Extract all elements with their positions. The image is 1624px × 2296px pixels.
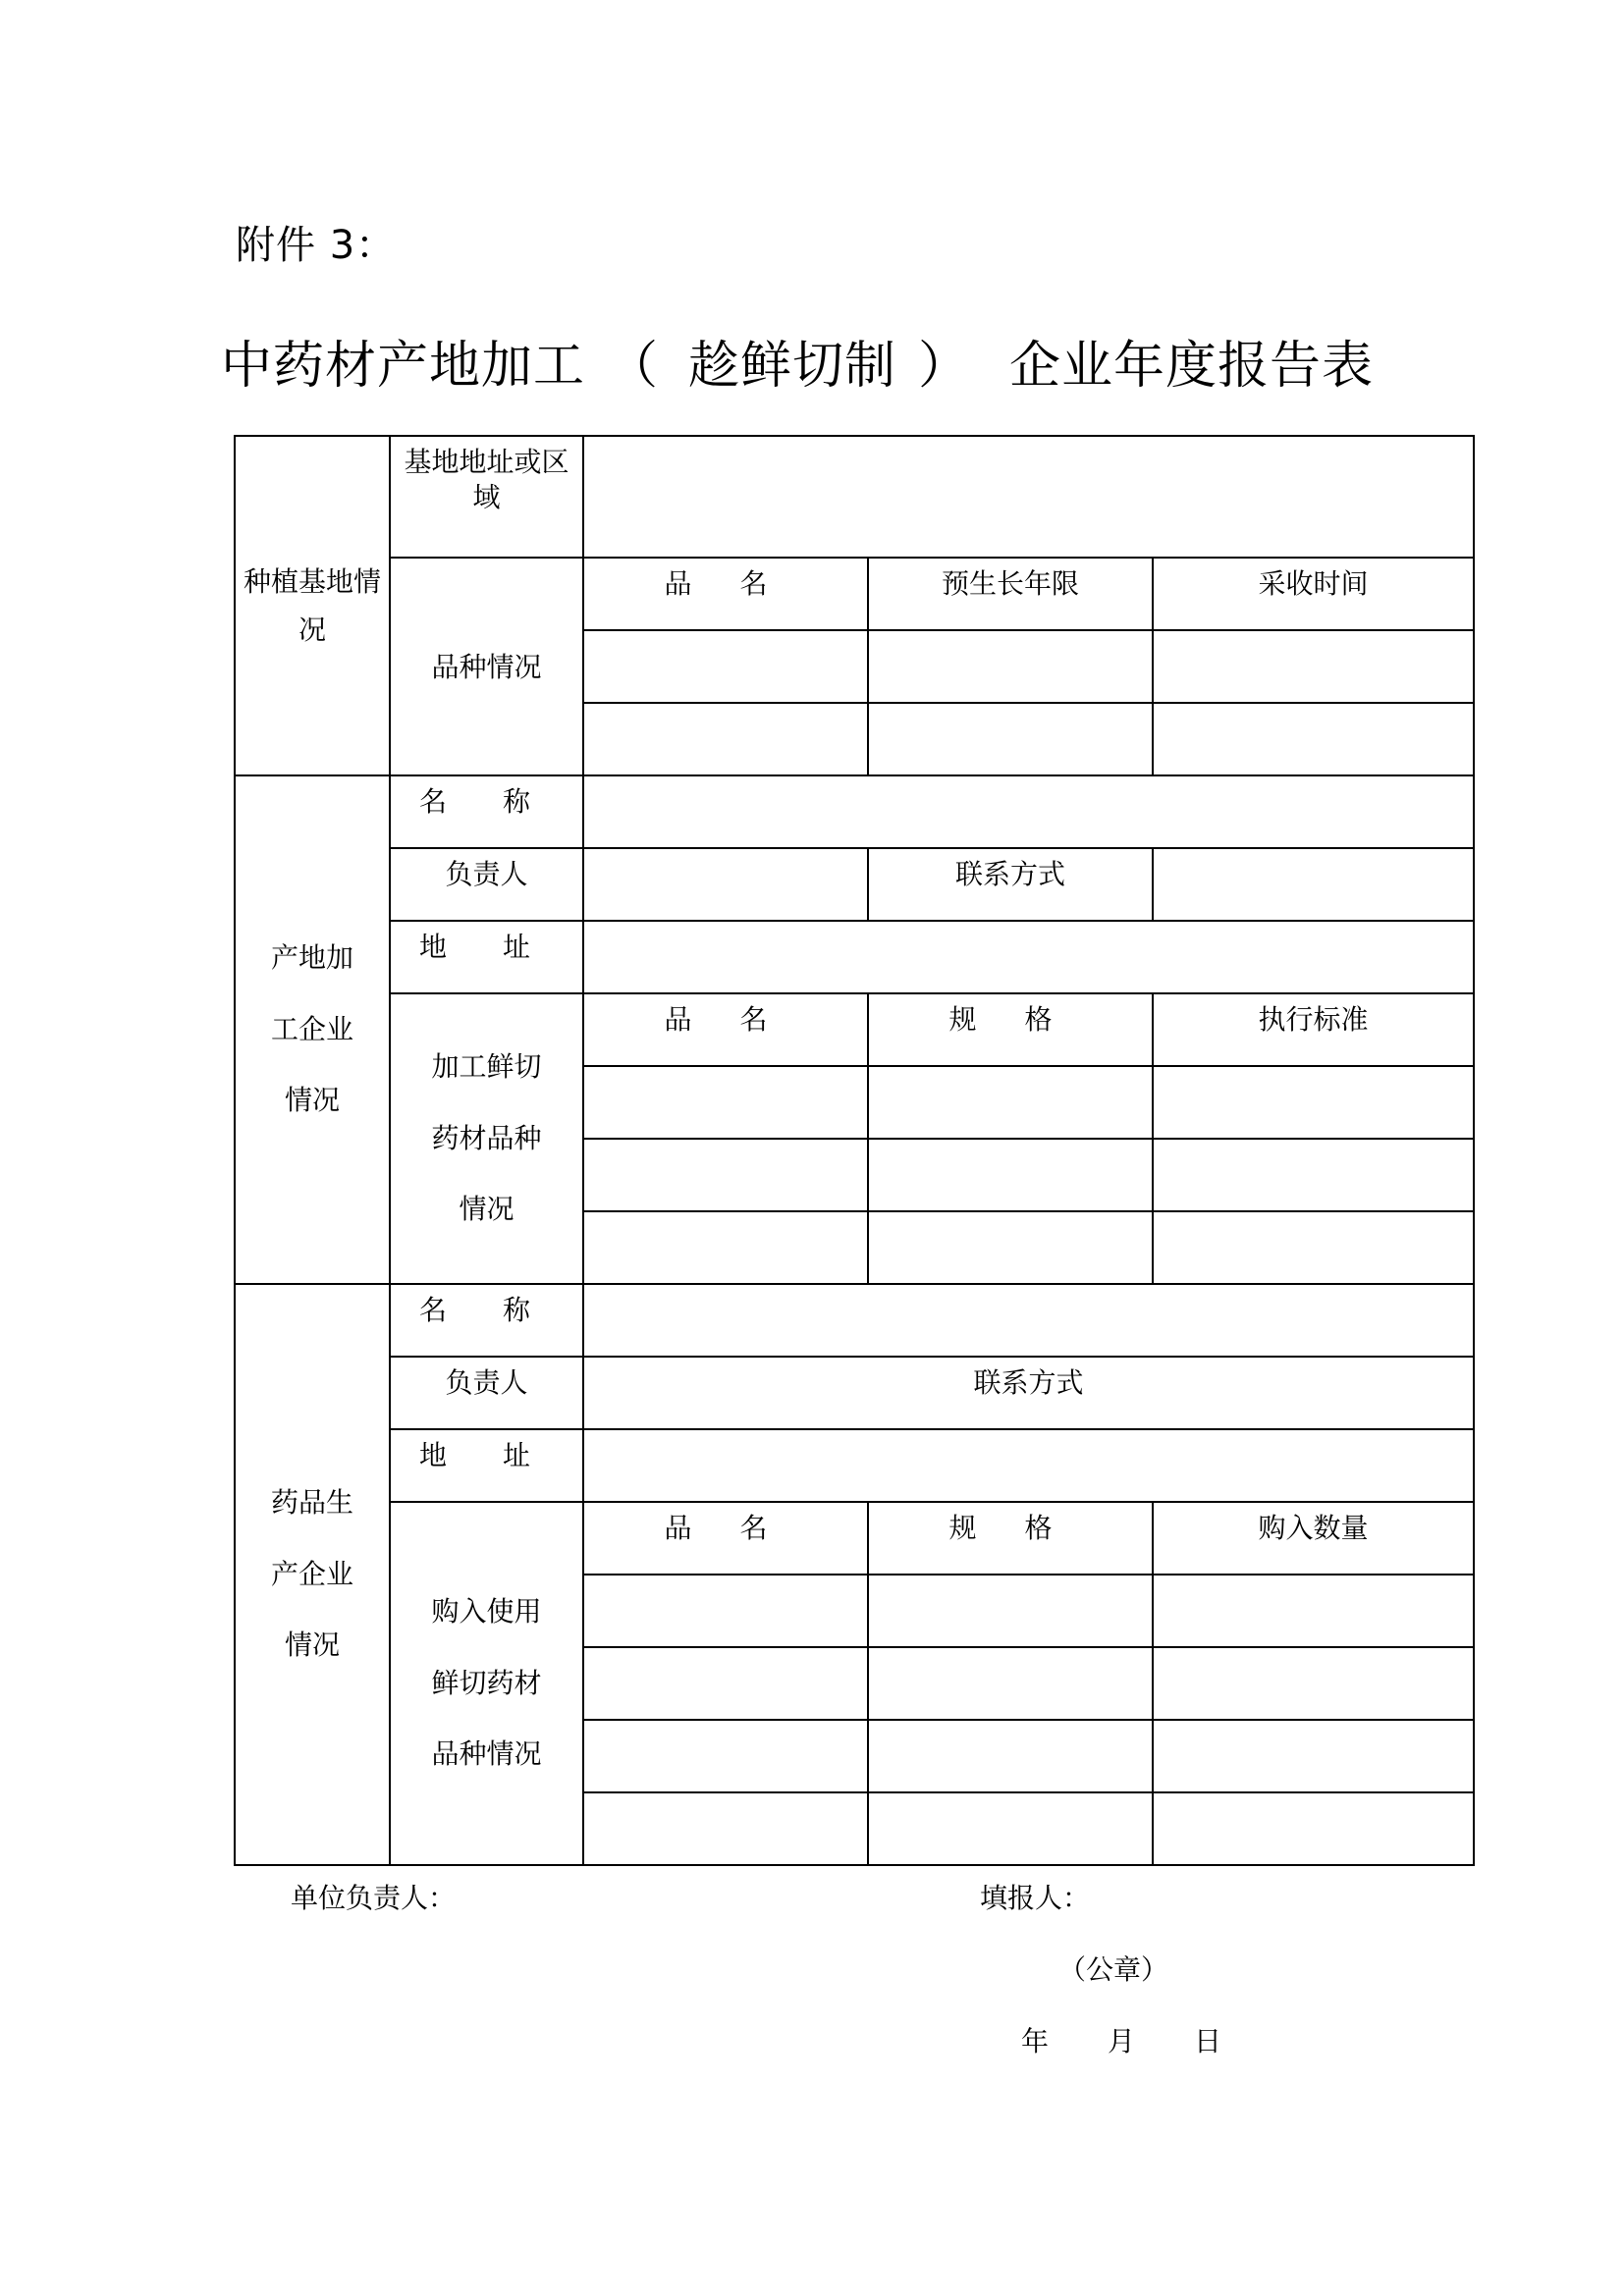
title-part2: 趁鲜切制 — [687, 337, 896, 396]
section3-title: 药品生产企业情况 — [235, 1284, 390, 1865]
s2-cell[interactable] — [868, 1066, 1153, 1139]
base-address-label: 基地地址或区域 — [390, 436, 583, 558]
s1-cell[interactable] — [868, 703, 1153, 775]
filler-label: 填报人： — [980, 1882, 1091, 1914]
s2-col-standard: 执行标准 — [1153, 993, 1474, 1066]
s2-varieties-label: 加工鲜切药材品种情况 — [390, 993, 583, 1284]
s3-name-label: 名 称 — [390, 1284, 583, 1357]
s3-col-spec: 规 格 — [868, 1502, 1153, 1575]
s2-address-label: 地 址 — [390, 921, 583, 993]
s3-cell[interactable] — [583, 1792, 868, 1865]
s3-name-input[interactable] — [583, 1284, 1474, 1357]
s3-col-quantity: 购入数量 — [1153, 1502, 1474, 1575]
date-year: 年 — [1021, 2025, 1050, 2057]
title-paren-open: （ — [606, 337, 659, 396]
s3-varieties-label: 购入使用鲜切药材品种情况 — [390, 1502, 583, 1865]
title-paren-close: ） — [918, 337, 971, 396]
s2-cell[interactable] — [868, 1139, 1153, 1211]
s2-cell[interactable] — [583, 1066, 868, 1139]
s2-person-input[interactable] — [583, 848, 868, 921]
report-table — [234, 435, 1475, 1866]
s3-cell[interactable] — [1153, 1720, 1474, 1792]
base-address-input[interactable] — [583, 436, 1474, 558]
date-line — [1021, 2020, 1221, 2059]
s2-cell[interactable] — [583, 1211, 868, 1284]
page-title — [0, 324, 1624, 398]
official-seal-label: （公章） — [1058, 1953, 1169, 1986]
s2-cell[interactable] — [1153, 1066, 1474, 1139]
s1-cell[interactable] — [1153, 703, 1474, 775]
s2-cell[interactable] — [583, 1139, 868, 1211]
s3-cell[interactable] — [583, 1720, 868, 1792]
s2-name-input[interactable] — [583, 775, 1474, 848]
s3-cell[interactable] — [868, 1792, 1153, 1865]
s2-cell[interactable] — [1153, 1211, 1474, 1284]
s2-person-label: 负责人 — [390, 848, 583, 921]
title-part3: 企业年度报告表 — [1009, 337, 1375, 396]
s3-cell[interactable] — [1153, 1792, 1474, 1865]
s3-cell[interactable] — [583, 1647, 868, 1720]
s1-cell[interactable] — [583, 630, 868, 703]
s3-cell[interactable] — [1153, 1647, 1474, 1720]
s2-col-spec: 规 格 — [868, 993, 1153, 1066]
s3-address-input[interactable] — [583, 1429, 1474, 1502]
s3-cell[interactable] — [868, 1647, 1153, 1720]
unit-head-label: 单位负责人： — [291, 1882, 457, 1914]
s1-cell[interactable] — [583, 703, 868, 775]
section1-title: 种植基地情况 — [235, 436, 390, 775]
s2-contact-label: 联系方式 — [868, 848, 1153, 921]
s3-contact-label: 联系方式 — [583, 1357, 1474, 1429]
s1-col-name: 品 名 — [583, 558, 868, 630]
s2-name-label: 名 称 — [390, 775, 583, 848]
s2-contact-input[interactable] — [1153, 848, 1474, 921]
s1-col-growth-years: 预生长年限 — [868, 558, 1153, 630]
s1-cell[interactable] — [1153, 630, 1474, 703]
attachment-label: 附件 3： — [236, 223, 397, 268]
s1-cell[interactable] — [868, 630, 1153, 703]
s3-cell[interactable] — [868, 1575, 1153, 1647]
s3-cell[interactable] — [583, 1575, 868, 1647]
s3-col-name: 品 名 — [583, 1502, 868, 1575]
s1-col-harvest-time: 采收时间 — [1153, 558, 1474, 630]
s2-col-name: 品 名 — [583, 993, 868, 1066]
s3-address-label: 地 址 — [390, 1429, 583, 1502]
s2-address-input[interactable] — [583, 921, 1474, 993]
s3-cell[interactable] — [868, 1720, 1153, 1792]
s2-cell[interactable] — [1153, 1139, 1474, 1211]
s3-cell[interactable] — [1153, 1575, 1474, 1647]
title-part1: 中药材产地加工 — [220, 337, 585, 396]
date-day: 日 — [1194, 2025, 1222, 2057]
section2-title: 产地加工企业情况 — [235, 775, 390, 1284]
s3-person-label: 负责人 — [390, 1357, 583, 1429]
s1-varieties-label: 品种情况 — [390, 558, 583, 775]
date-month: 月 — [1108, 2025, 1136, 2057]
s2-cell[interactable] — [868, 1211, 1153, 1284]
